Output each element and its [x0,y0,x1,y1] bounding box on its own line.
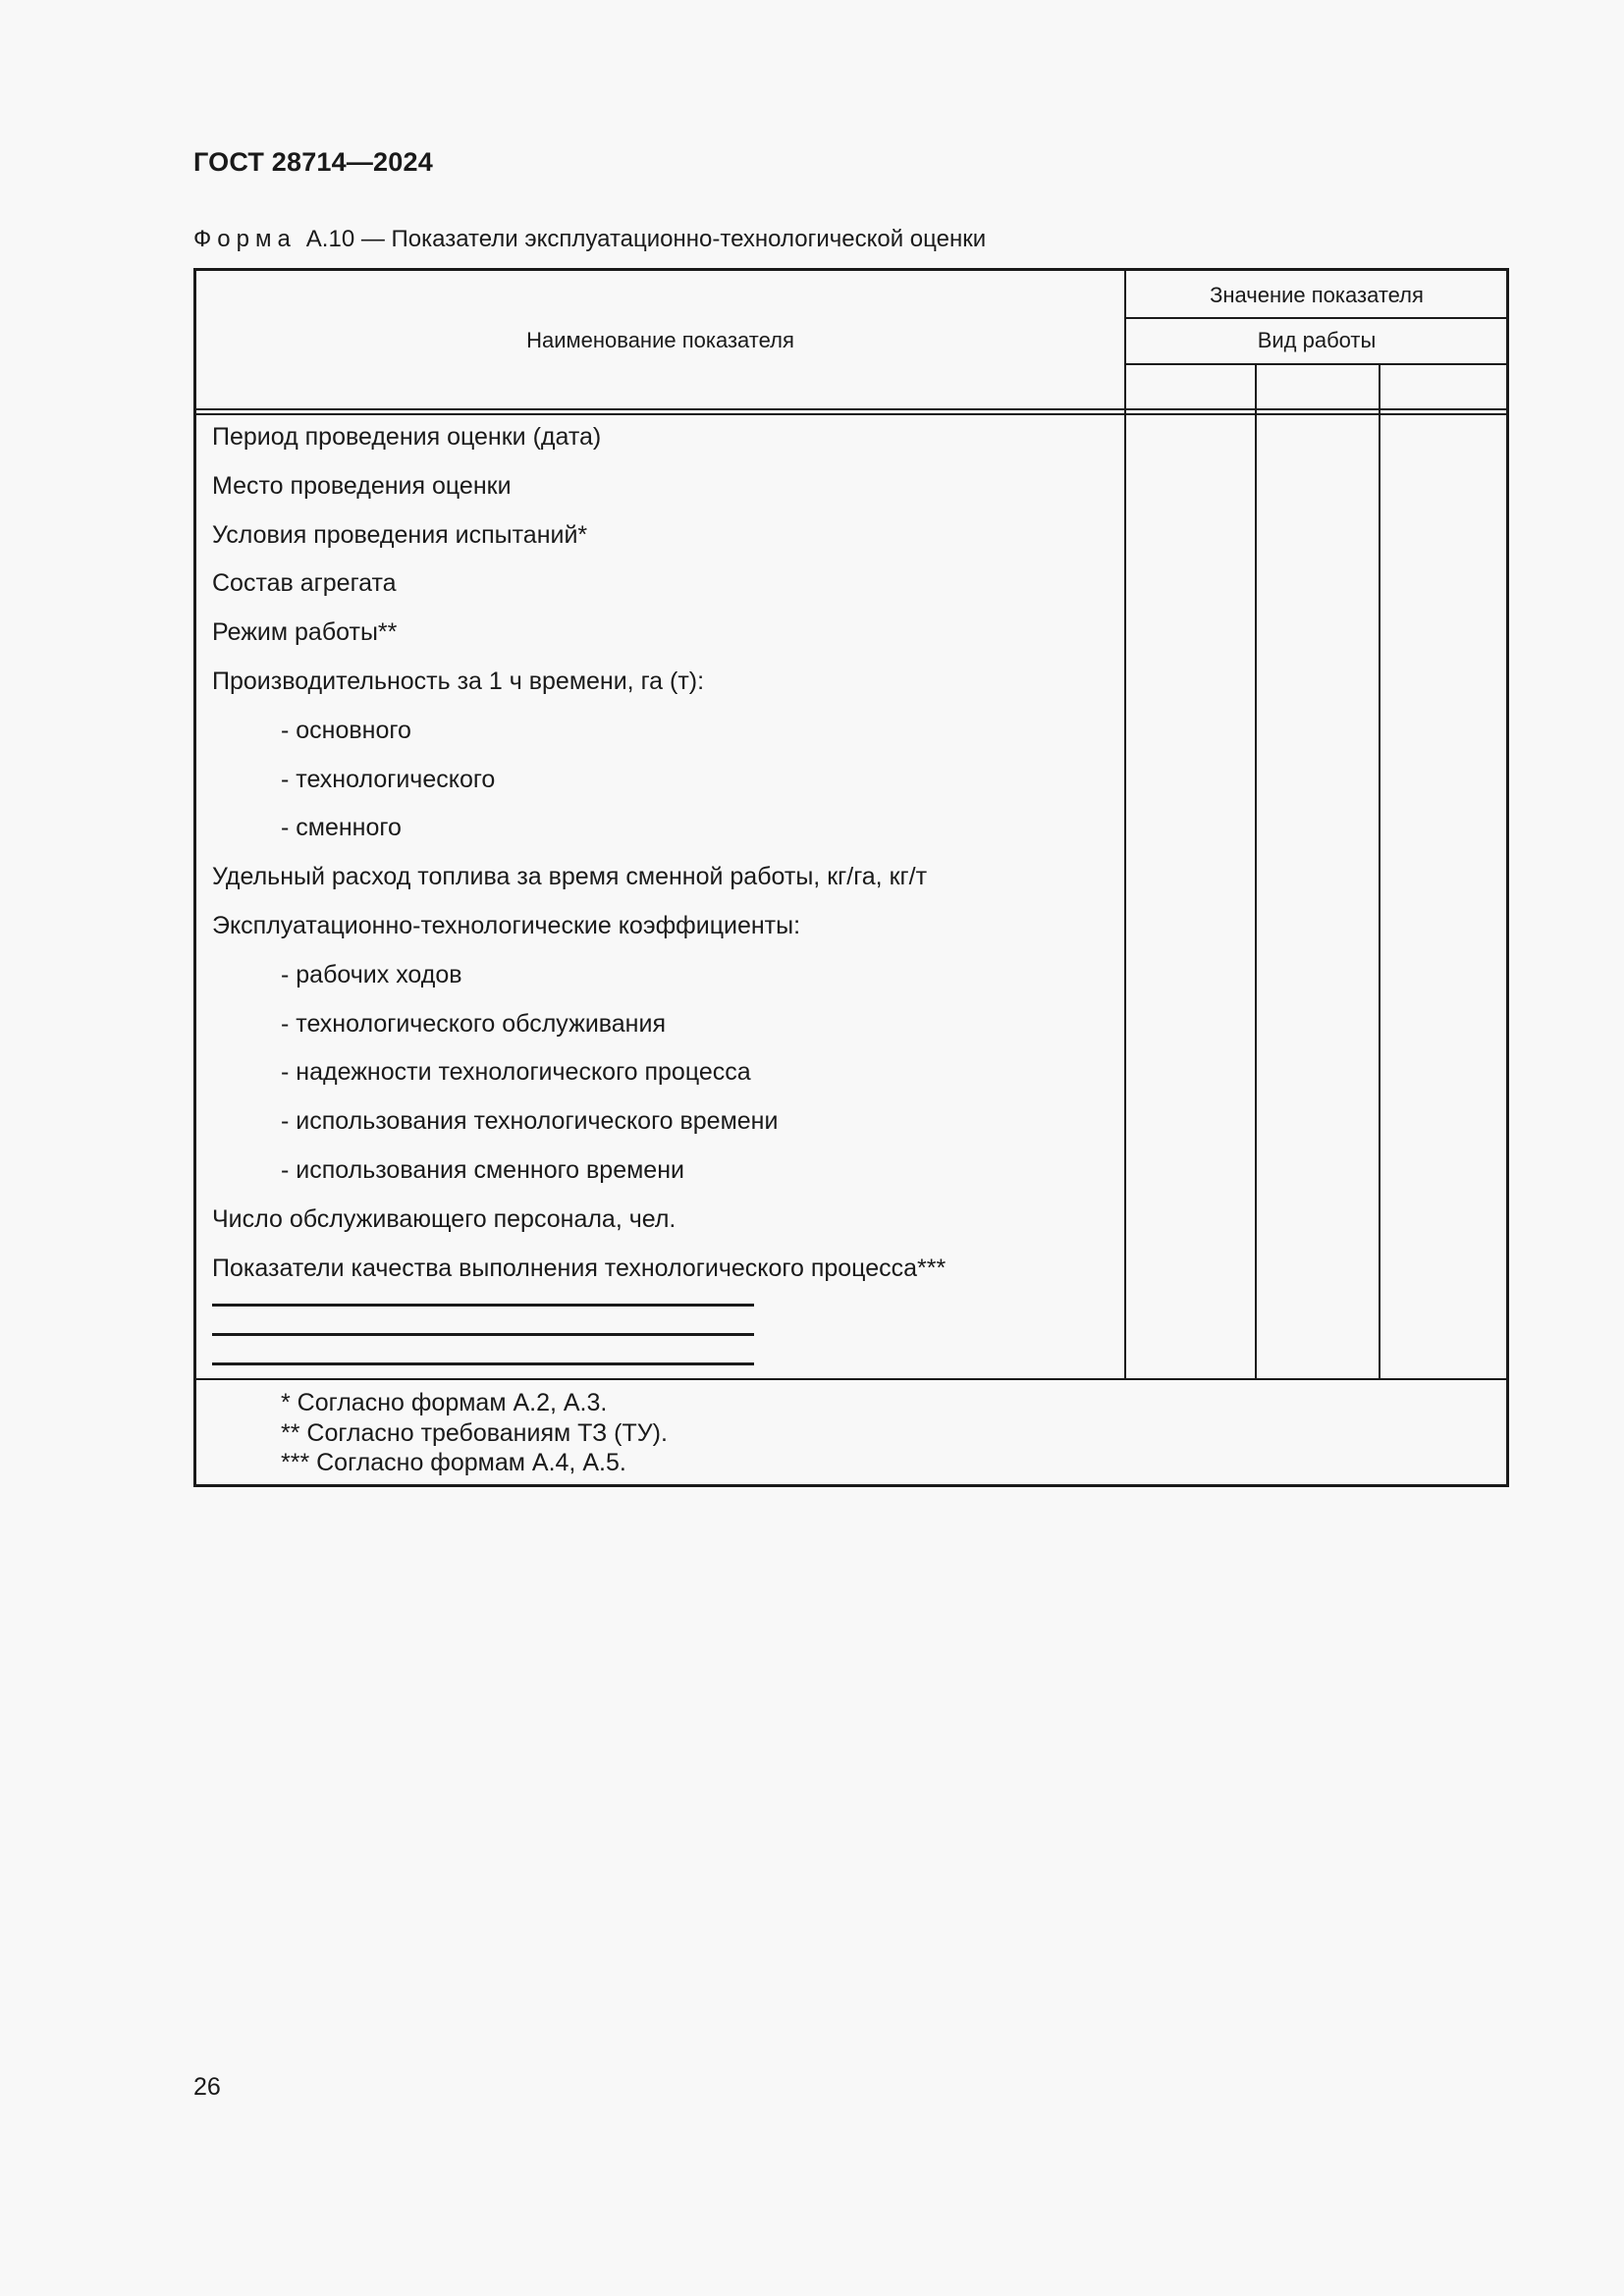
form-title [193,226,986,253]
table-row: - технологического обслуживания [281,1009,666,1038]
table-row: Эксплуатационно-технологические коэффициенты: [212,912,801,939]
divider-name-value [1124,271,1126,1378]
header-bottom-rule-2 [196,413,1509,415]
table-row: Удельный расход топлива за время сменной работы, кг/га, кг/т [212,863,928,891]
table-row: Место проведения оценки [212,471,512,500]
indicators-table [193,268,1509,1487]
form-title-text: А.10 — Показатели эксплуатационно-технологической оценки [305,226,987,252]
table-row: - технологического [281,765,496,793]
table-row: Число обслуживающего персонала, чел. [212,1204,677,1233]
footnote: ** Согласно требованиям ТЗ (ТУ). [281,1419,668,1447]
value-column-header: Значение показателя [1210,283,1424,307]
table-row: Производительность за 1 ч времени, га (т): [212,667,705,695]
table-row: Показатели качества выполнения технологического процесса*** [212,1254,947,1282]
blank-entry-line [212,1304,754,1307]
name-column-header: Наименование показателя [526,328,794,352]
blank-entry-line [212,1362,754,1365]
document-code: ГОСТ 28714—2024 [193,147,433,177]
table-row: - надежности технологического процесса [281,1058,751,1087]
footnote: * Согласно формам А.2, А.3. [281,1389,608,1416]
table-row: Условия проведения испытаний* [212,520,588,549]
footnote-divider [196,1378,1509,1380]
table-row: Состав агрегата [212,569,397,598]
form-word: Форма [193,226,297,252]
divider-header-1 [1124,317,1509,319]
divider-header-2 [1124,363,1509,365]
work-type-header: Вид работы [1257,328,1377,352]
footnote: *** Согласно формам А.4, А.5. [281,1449,626,1476]
table-row: - сменного [281,814,402,842]
page-number: 26 [193,2073,221,2101]
blank-entry-line [212,1333,754,1336]
header-bottom-rule-1 [196,408,1509,410]
table-row: Период проведения оценки (дата) [212,423,602,451]
table-row: - рабочих ходов [281,960,462,988]
divider-value-col-2 [1379,364,1380,1378]
table-row: - использования технологического времени [281,1107,779,1136]
divider-value-col-1 [1255,364,1257,1378]
table-row: Режим работы** [212,618,398,647]
table-row: - использования сменного времени [281,1156,684,1184]
table-row: - основного [281,716,411,744]
